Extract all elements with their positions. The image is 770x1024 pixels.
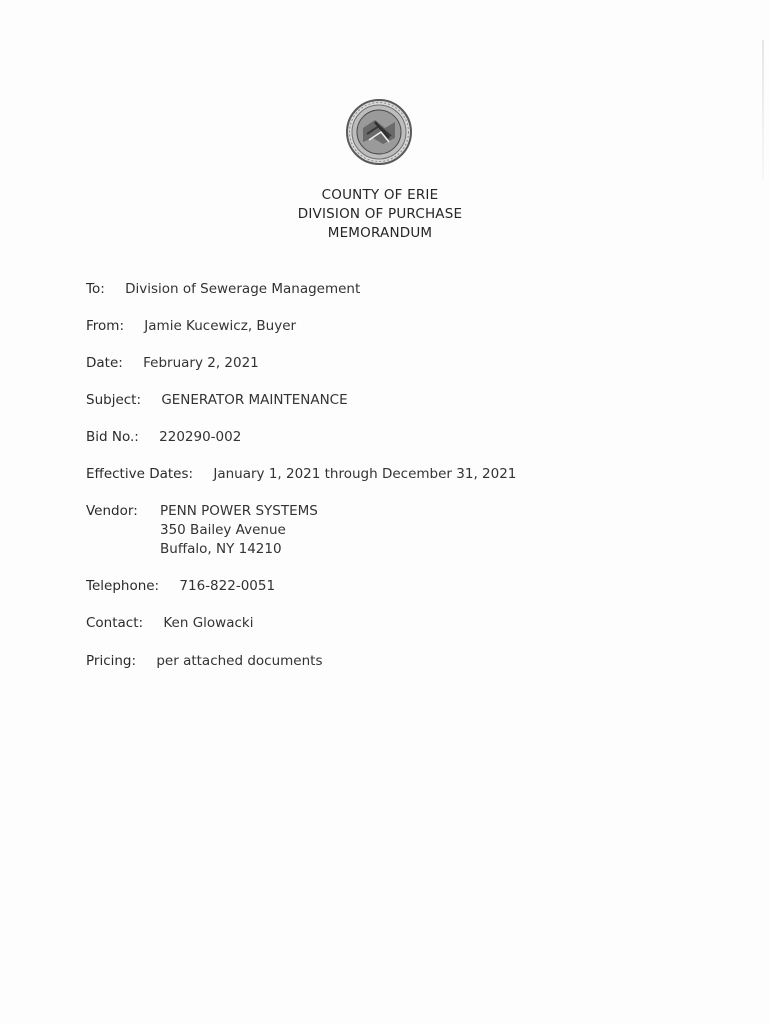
to-label: To: <box>86 281 105 297</box>
memo-header <box>230 186 530 243</box>
vendor-label: Vendor: <box>86 503 138 519</box>
subject-label: Subject: <box>86 392 142 408</box>
scan-edge-mark <box>762 40 764 180</box>
telephone-row <box>86 577 275 596</box>
document-type: MEMORANDUM <box>327 225 433 241</box>
effective-dates-value: January 1, 2021 through December 31, 2021 <box>213 466 517 482</box>
from-value: Jamie Kucewicz, Buyer <box>144 318 297 334</box>
county-seal-icon <box>345 98 413 166</box>
bid-number-label: Bid No.: <box>86 429 139 445</box>
from-row <box>86 317 296 336</box>
pricing-label: Pricing: <box>86 653 137 669</box>
from-label: From: <box>86 318 124 334</box>
bid-number-row <box>86 428 241 447</box>
pricing-row <box>86 652 323 671</box>
county-name: COUNTY OF ERIE <box>321 187 439 203</box>
subject-row <box>86 391 348 410</box>
vendor-street: 350 Bailey Avenue <box>160 522 286 538</box>
effective-dates-row <box>86 465 516 484</box>
contact-row <box>86 614 254 633</box>
effective-dates-label: Effective Dates: <box>86 466 194 482</box>
date-value: February 2, 2021 <box>143 355 259 371</box>
contact-value: Ken Glowacki <box>163 615 254 631</box>
telephone-label: Telephone: <box>86 578 160 594</box>
contact-label: Contact: <box>86 615 144 631</box>
subject-value: GENERATOR MAINTENANCE <box>161 392 348 408</box>
bid-number-value: 220290-002 <box>159 429 242 445</box>
telephone-value: 716-822-0051 <box>179 578 276 594</box>
vendor-name: PENN POWER SYSTEMS <box>160 503 318 519</box>
vendor-city: Buffalo, NY 14210 <box>160 541 282 557</box>
to-value: Division of Sewerage Management <box>125 281 361 297</box>
vendor-row <box>86 502 138 521</box>
division-name: DIVISION OF PURCHASE <box>297 206 463 222</box>
to-row <box>86 280 360 299</box>
vendor-address-block <box>160 502 318 559</box>
pricing-value: per attached documents <box>156 653 323 669</box>
date-row <box>86 354 259 373</box>
date-label: Date: <box>86 355 123 371</box>
